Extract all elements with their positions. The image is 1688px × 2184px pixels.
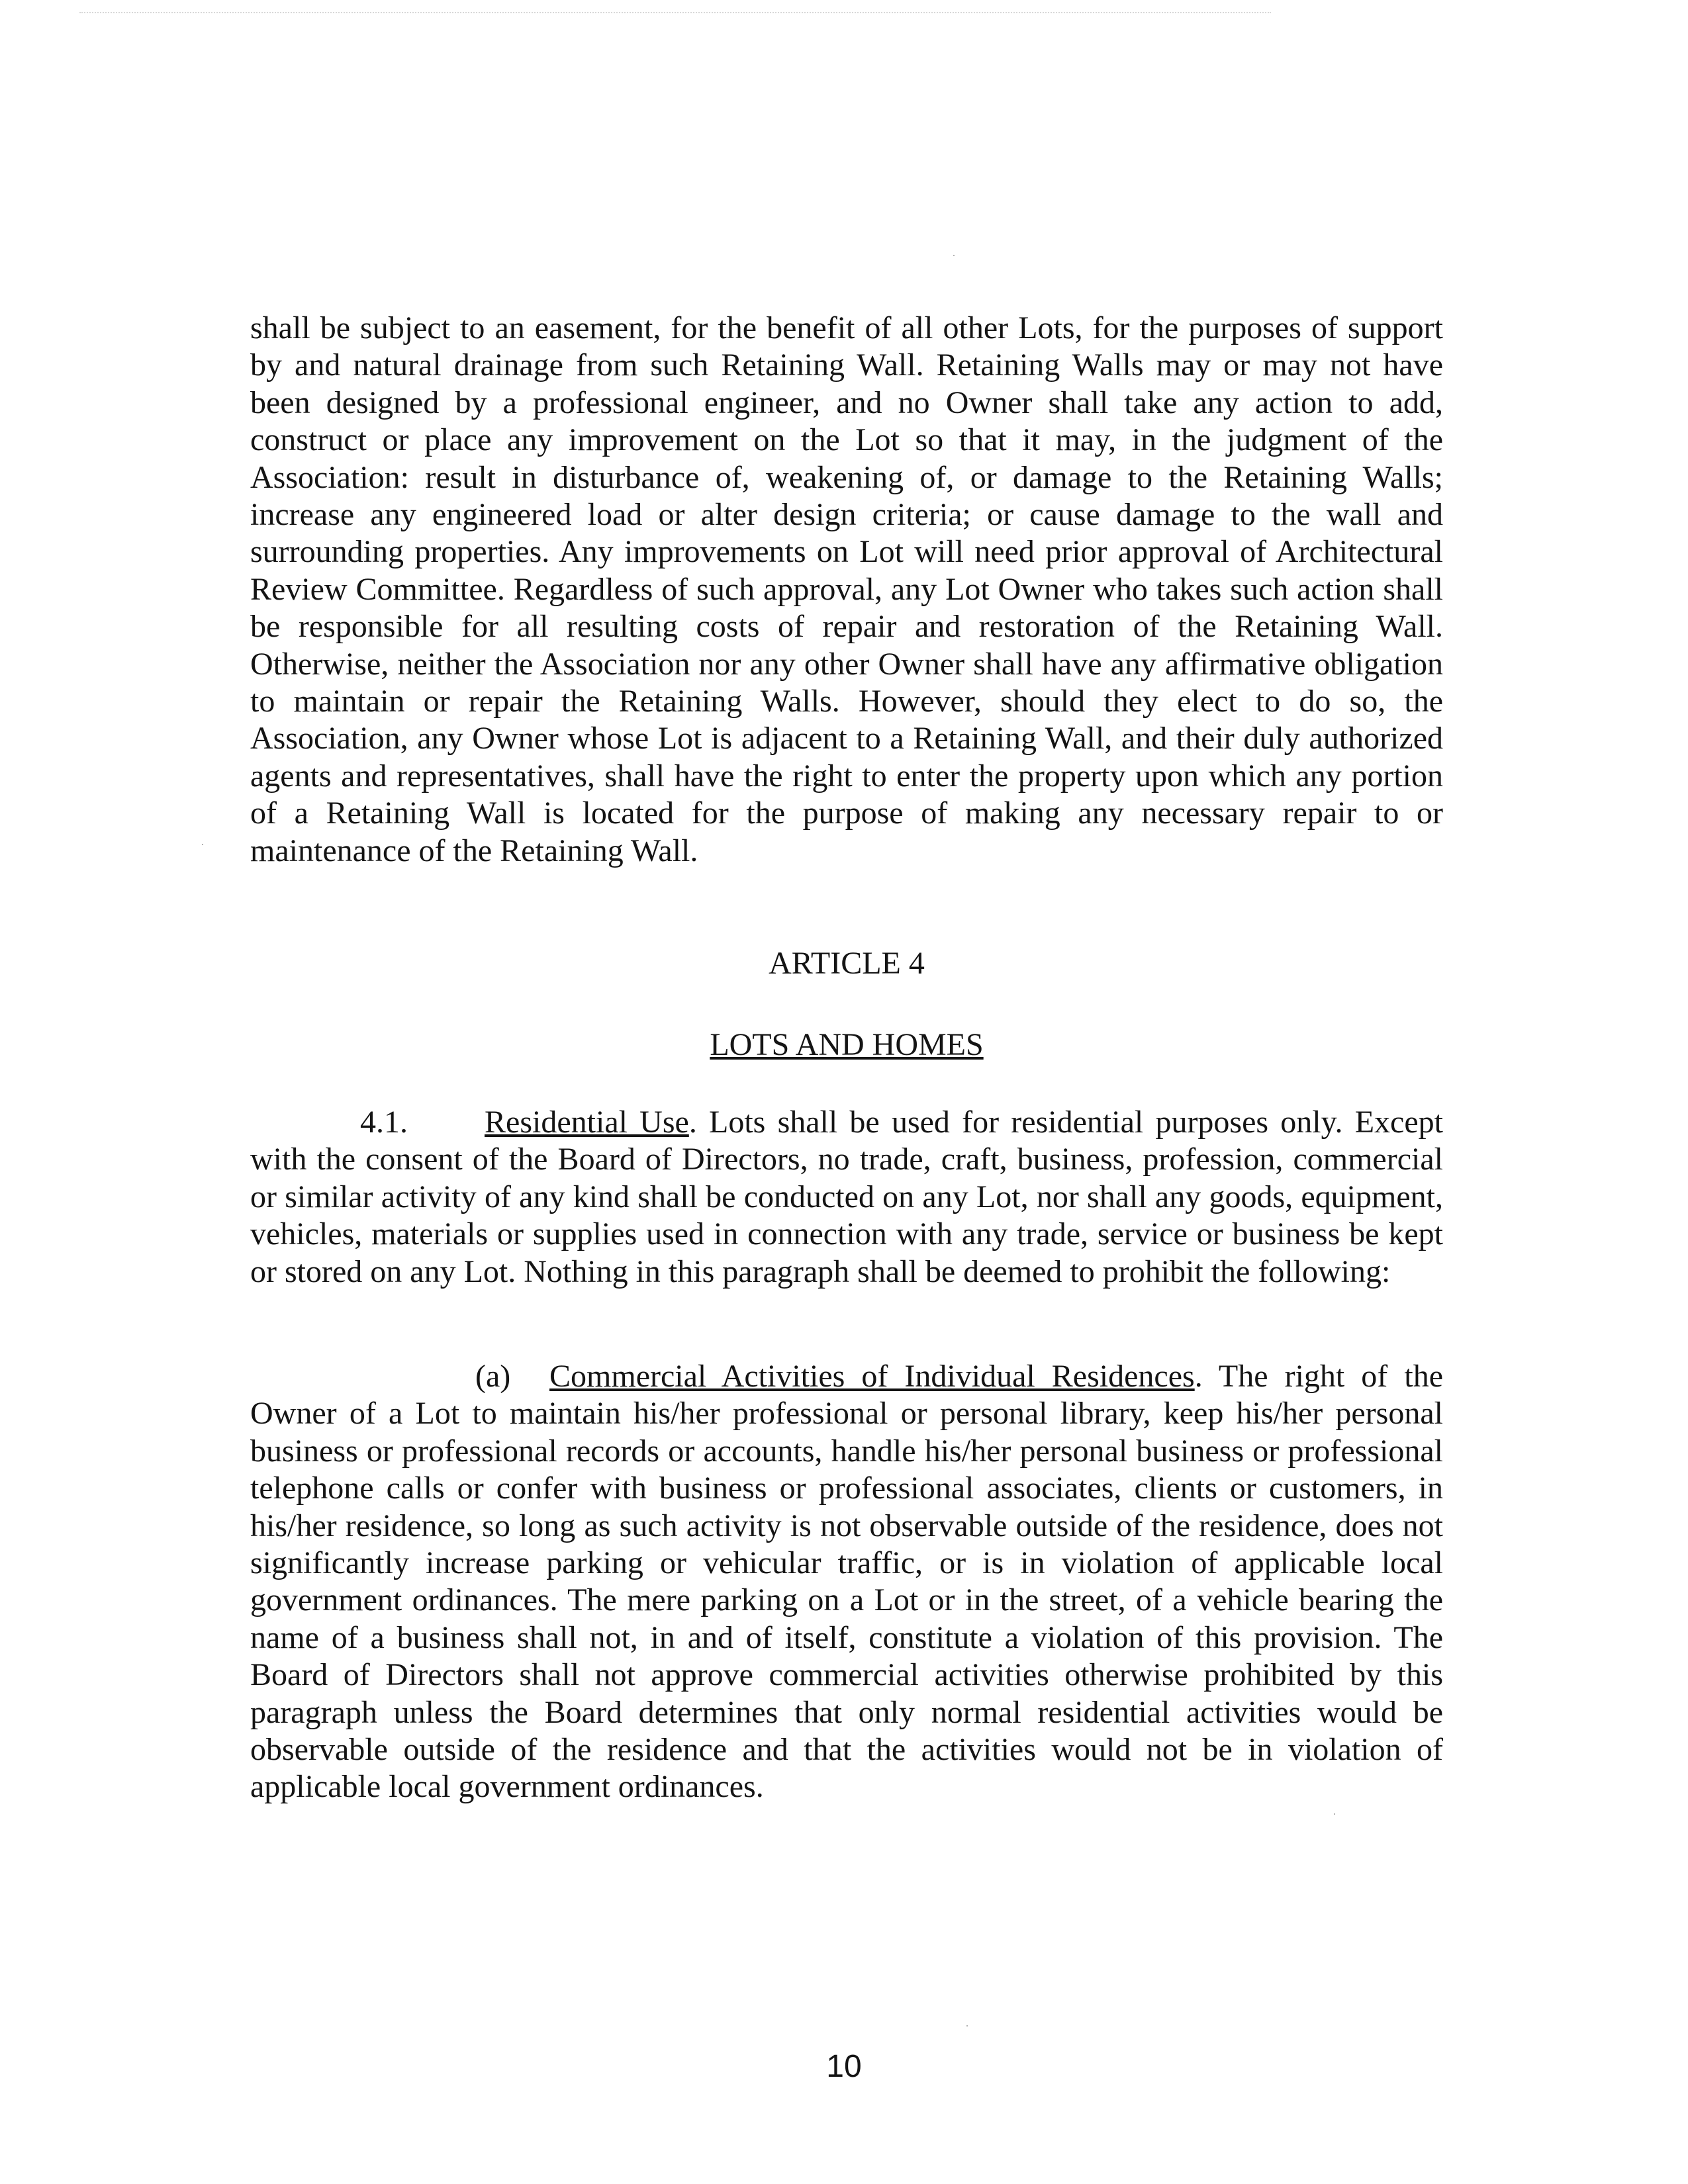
section-number: 4.1.	[360, 1105, 408, 1140]
article-title: LOTS AND HOMES	[710, 1027, 984, 1062]
subsection-label: (a)	[475, 1359, 511, 1394]
subsection-text: . The right of the Owner of a Lot to maintain his/her professional or personal library, keep his/her personal business or professional records or accounts, handle his/her personal business or professional telephone calls or confer with business or professional associates, clients or customers, in his/her residence, so long as such activity is not observable outside of the residence, does not significantly increase parking or vehicular traffic, or is in violation of applicable local government ordinances. The mere parking on a Lot or in the street, of a vehicle bearing the name of a business shall not, in and of itself, constitute a violation of this provision. The Board of Directors shall not approve commercial activities otherwise prohibited by this paragraph unless the Board determines that only normal residential activities would be observable outside of the residence and that the activities would not be in violation of applicable local government ordinances.	[250, 1359, 1443, 1805]
scan-speck	[202, 844, 203, 845]
section-4-1-paragraph	[250, 1104, 1443, 1291]
section-title: Residential Use	[485, 1105, 689, 1140]
retaining-wall-paragraph: shall be subject to an easement, for the benefit of all other Lots, for the purposes of support by and natural drainage from such Retaining Wall. Retaining Walls may or may not have been designed by a professional engineer, and no Owner shall take any action to add, construct or place any improvement on the Lot so that it may, in the judgment of the Association: result in disturbance of, weakening of, or damage to the Retaining Walls; increase any engineered load or alter design criteria; or cause damage to the wall and surrounding properties. Any improvements on Lot will need prior approval of Architectural Review Committee. Regardless of such approval, any Lot Owner who takes such action shall be responsible for all resulting costs of repair and restoration of the Retaining Wall. Otherwise, neither the Association nor any other Owner shall have any affirmative obligation to maintain or repair the Retaining Walls. However, should they elect to do so, the Association, any Owner whose Lot is adjacent to a Retaining Wall, and their duly authorized agents and representatives, shall have the right to enter the property upon which any portion of a Retaining Wall is located for the purpose of making any necessary repair to or maintenance of the Retaining Wall.	[250, 310, 1443, 868]
scan-speck	[953, 255, 955, 256]
scan-speck	[966, 2025, 968, 2026]
subsection-title: Commercial Activities of Individual Residences	[549, 1359, 1195, 1394]
page-number: 10	[826, 2049, 862, 2084]
scan-speck	[1334, 1813, 1335, 1815]
subsection-a-paragraph	[250, 1358, 1443, 1806]
section-text: . Lots shall be used for residential purposes only. Except with the consent of the Board of Directors, no trade, craft, business, profession, commercial or similar activity of any kind shall be conducted on any Lot, nor shall any goods, equipment, vehicles, materials or supplies used in connection with any trade, service or business be kept or stored on any Lot. Nothing in this paragraph shall be deemed to prohibit the following:	[250, 1105, 1443, 1289]
scan-header-artifact	[79, 12, 1271, 29]
article-heading: ARTICLE 4	[769, 946, 925, 981]
